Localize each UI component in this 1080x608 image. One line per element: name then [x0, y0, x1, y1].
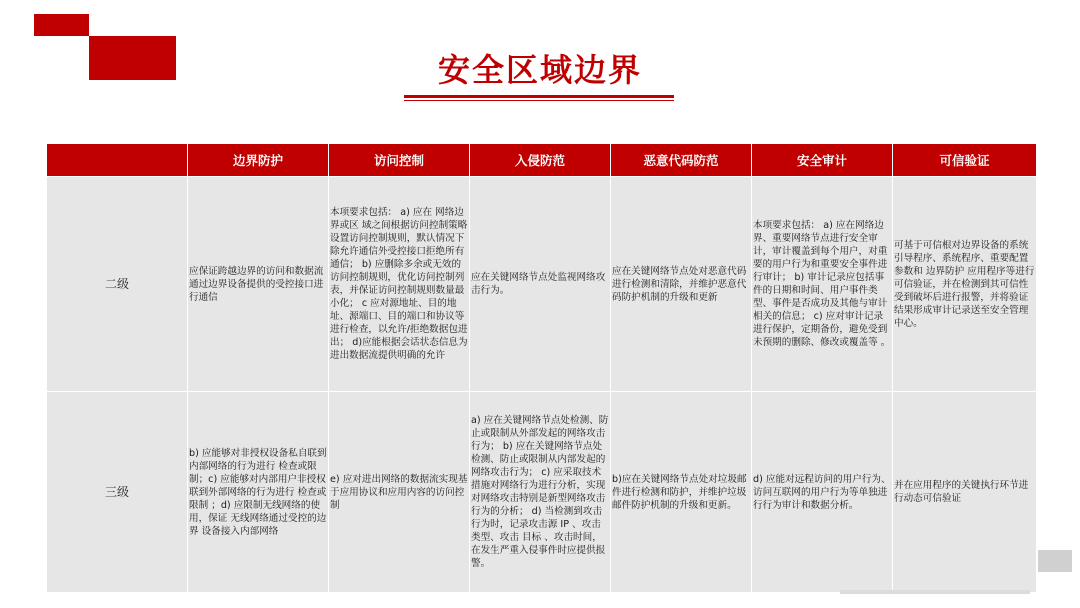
table-cell: 本项要求包括： a) 应在 网络边界或区 域之间根据访问控制策略设置访问控制规则，默认情况下除允许通信外受控接口拒绝所有通信； b) 应删除多余或无效的访问控制规则，优化访问控制列表，并保证访问控制规则数量最小化； c 应对源地址、目的地址、源端口、目的端口和协议等进行检查，以允许/拒绝数据包进出； d)应能根据会话状态信息为进出数据流提供明确的允许: [329, 177, 470, 392]
table-cell: e) 应对进出网络的数据流实现基于应用协议和应用内容的访问控制: [329, 392, 470, 593]
header-access-control: 访问控制: [329, 144, 470, 177]
table-cell: d) 应能对远程访问的用户行为、访问互联网的用户行为等单独进行行为审计和数据分析。: [752, 392, 893, 593]
decorative-red-block-small: [34, 14, 89, 36]
side-scroll-tab[interactable]: [1038, 550, 1072, 572]
header-trusted-verification: 可信验证: [893, 144, 1037, 177]
table-cell: b) 应能够对非授权设备私自联到内部网络的行为进行 检查或限制；c) 应能够对内部用户非授权联到外部网络的行为进行 检查或限制 ；d) 应限制无线网络的使用，保证 无线网络通过受控的边界 设备接入内部网络: [188, 392, 329, 593]
table-cell: 应在关键网络节点处监视网络攻击行为。: [470, 177, 611, 392]
security-requirements-table: [46, 143, 1037, 593]
table-cell: 本项要求包括： a) 应在网络边界、重要网络节点进行安全审计，审计覆盖到每个用户，对重要的用户行为和重要安全事件进行审计； b) 审计记录应包括事件的日期和时间、用户事件类型、事件是否成功及其他与审计相关的信息； c) 应对审计记录进行保护，定期备份，避免受到未预期的删除、修改或覆盖等 。: [752, 177, 893, 392]
row-level-label: 三级: [47, 392, 188, 593]
page-title: 安全区域边界: [437, 51, 642, 89]
header-intrusion-prevention: 入侵防范: [470, 144, 611, 177]
table-cell: a) 应在关键网络节点处检测、防止或限制从外部发起的网络攻击行为； b) 应在关键网络节点处检测、防止或限制从内部发起的网络攻击行为； c) 应采取技术措施对网络行为进行分析，实现对网络攻击特别是新型网络攻击行为的分析； d) 当检测到攻击行为时，记录攻击源 IP 、攻击类型、攻击 目标 、攻击时间， 在发生严重入侵事件时应提供报警。: [470, 392, 611, 593]
table-cell: 并在应用程序的关键执行环节进行动态可信验证: [893, 392, 1037, 593]
table-row: [47, 177, 1037, 392]
header-boundary-protection: 边界防护: [188, 144, 329, 177]
row-level-label: 二级: [47, 177, 188, 392]
page-progress-bar: [840, 590, 1030, 594]
table-cell: 应在关键网络节点处对恶意代码进行检测和清除，并维护恶意代码防护机制的升级和更新: [611, 177, 752, 392]
title-underline-thin: [404, 100, 674, 101]
table-cell: 可基于可信根对边界设备的系统引导程序、系统程序、重要配置参数和 边界防护 应用程序等进行可信验证，并在检测到其可信性受到破坏后进行报警，并将验证结果形成审计记录送至安全管理中心。: [893, 177, 1037, 392]
header-corner: [47, 144, 188, 177]
table-header-row: [47, 144, 1037, 177]
table-cell: 应保证跨越边界的访问和数据流通过边界设备提供的受控接口进行通信: [188, 177, 329, 392]
table-row: [47, 392, 1037, 593]
header-malicious-code-prevention: 恶意代码防范: [611, 144, 752, 177]
title-underline-thick: [404, 95, 674, 98]
table-cell: b)应在关键网络节点处对垃圾邮件进行检测和防护，并维护垃圾邮件防护机制的升级和更新。: [611, 392, 752, 593]
header-security-audit: 安全审计: [752, 144, 893, 177]
decorative-red-block-large: [89, 36, 176, 80]
